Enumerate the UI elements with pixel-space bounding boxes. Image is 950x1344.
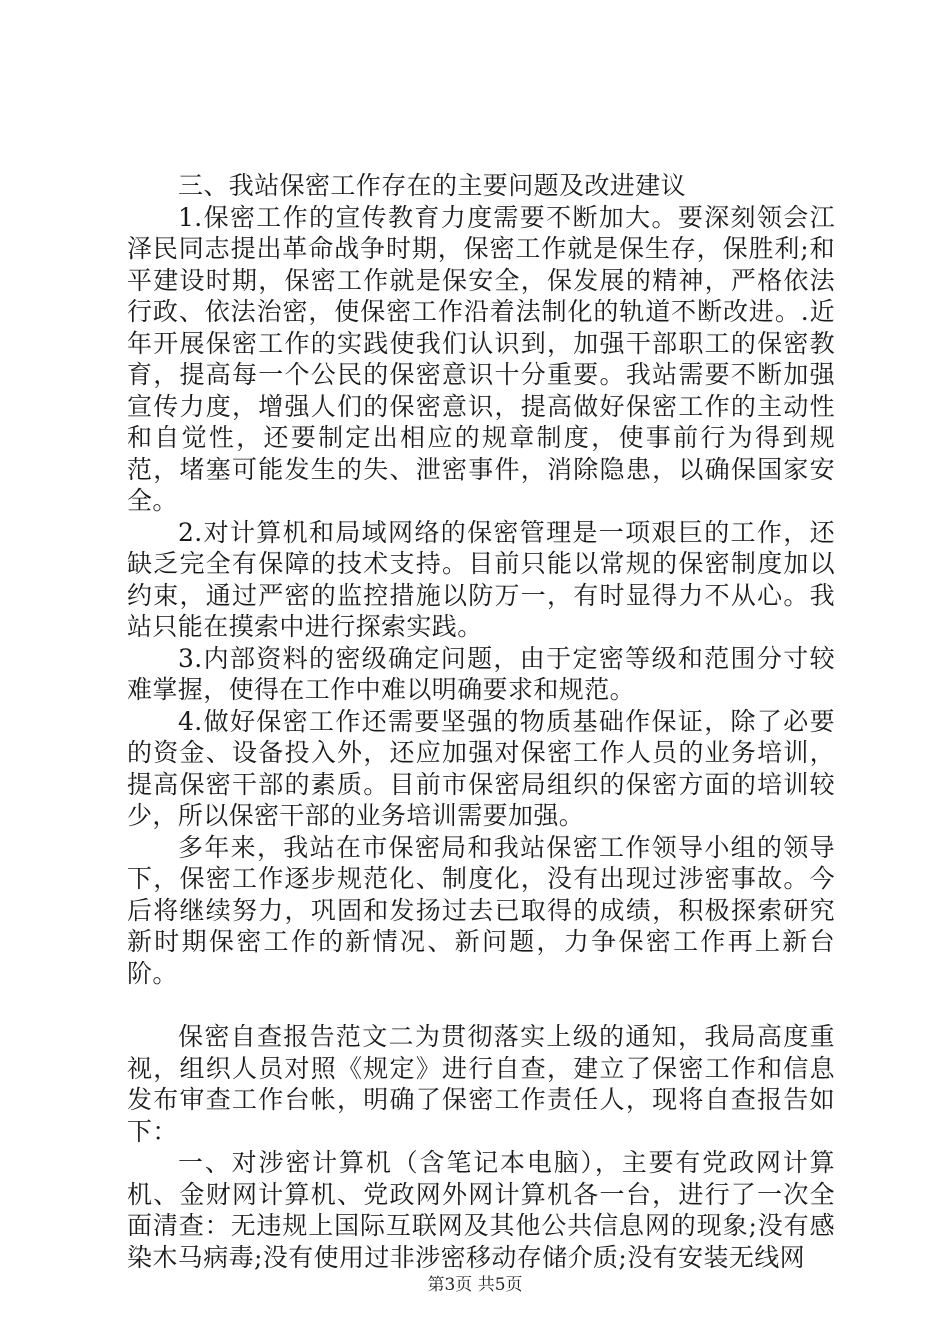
page-footer: 第3页 共5页	[427, 1275, 523, 1295]
document-body	[127, 170, 835, 1273]
paragraph-item-4: 4.做好保密工作还需要坚强的物质基础作保证，除了必要的资金、设备投入外，还应加强对保密工作人员的业务培训，提高保密干部的素质。目前市保密局组织的保密方面的培训较少，所以保密干部的业务培训需要加强。	[127, 706, 835, 830]
paragraph-item-2: 2.对计算机和局域网络的保密管理是一项艰巨的工作，还缺乏完全有保障的技术支持。目前只能以常规的保密制度加以约束，通过严密的监控措施以防万一，有时显得力不从心。我站只能在摸索中进行探索实践。	[127, 517, 835, 641]
paragraph-summary: 多年来，我站在市保密局和我站保密工作领导小组的领导下，保密工作逐步规范化、制度化，没有出现过涉密事故。今后将继续努力，巩固和发扬过去已取得的成绩，积极探索研究新时期保密工作的新情况、新问题，力争保密工作再上新台阶。	[127, 832, 835, 988]
paragraph-item-1: 1.保密工作的宣传教育力度需要不断加大。要深刻领会江泽民同志提出革命战争时期，保密工作就是保生存，保胜利;和平建设时期，保密工作就是保安全，保发展的精神，严格依法行政、依法治密，使保密工作沿着法制化的轨道不断改进。.近年开展保密工作的实践使我们认识到，加强干部职工的保密教育，提高每一个公民的保密意识十分重要。我站需要不断加强宣传力度，增强人们的保密意识，提高做好保密工作的主动性和自觉性，还要制定出相应的规章制度，使事前行为得到规范，堵塞可能发生的失、泄密事件，消除隐患，以确保国家安全。	[127, 202, 835, 515]
paragraph-item-3: 3.内部资料的密级确定问题，由于定密等级和范围分寸较难掌握，使得在工作中难以明确要求和规范。	[127, 643, 835, 704]
paragraph-report-two-section-one: 一、对涉密计算机（含笔记本电脑），主要有党政网计算机、金财网计算机、党政网外网计算机各一台，进行了一次全面清查：无违规上国际互联网及其他公共信息网的现象;没有感染木马病毒;没有使用过非涉密移动存储介质;没有安装无线网	[127, 1148, 835, 1272]
paragraph-report-two-intro: 保密自查报告范文二为贯彻落实上级的通知，我局高度重视，组织人员对照《规定》进行自查，建立了保密工作和信息发布审查工作台帐，明确了保密工作责任人，现将自查报告如下：	[127, 1022, 835, 1146]
section-heading: 三、我站保密工作存在的主要问题及改进建议	[178, 171, 687, 200]
